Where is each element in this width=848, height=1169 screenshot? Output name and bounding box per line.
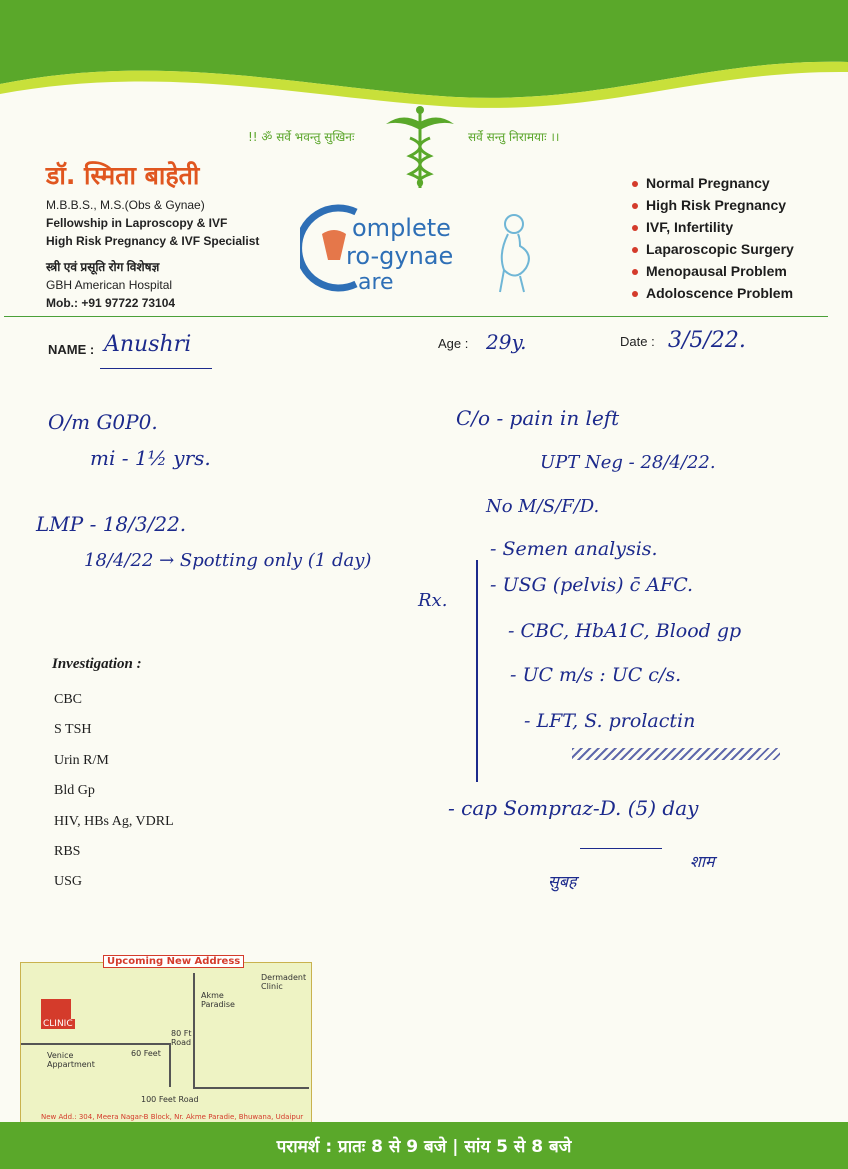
note-upt: UPT Neg - 28/4/22. xyxy=(540,452,716,473)
note-no: No M/S/F/D. xyxy=(486,496,600,517)
fellowship: Fellowship in Laproscopy & IVF xyxy=(46,216,228,230)
header-divider xyxy=(4,316,828,317)
logo-line1: omplete xyxy=(352,214,451,242)
age-value: 29y. xyxy=(486,330,527,354)
dose-line xyxy=(580,848,662,849)
map-dermadent: Dermadent Clinic xyxy=(261,973,307,991)
mantra-right: सर्वे सन्तु निरामयाः ।। xyxy=(468,130,560,144)
hospital: GBH American Hospital xyxy=(46,278,173,292)
rx-bracket-line xyxy=(476,560,478,782)
note-mi: mi - 1½ yrs. xyxy=(90,446,211,470)
investigation-item: Bld Gp xyxy=(54,783,95,799)
header-banner xyxy=(0,0,848,120)
map-road60: 60 Feet xyxy=(131,1049,161,1058)
investigation-item: CBC xyxy=(54,692,83,707)
logo-line3: are xyxy=(358,270,394,295)
rx-label: Rx. xyxy=(418,590,448,611)
services-list xyxy=(632,172,794,304)
road-60 xyxy=(21,1043,169,1045)
investigation-item: S TSH xyxy=(54,722,92,738)
clinic-logo xyxy=(300,200,540,300)
investigation-item: USG xyxy=(54,874,83,890)
investigation-item: RBS xyxy=(54,843,81,859)
clinic-marker xyxy=(41,999,71,1021)
map-road100: 100 Feet Road xyxy=(141,1095,199,1104)
hindi-specialty: स्त्री एवं प्रसूति रोग विशेषज्ञ xyxy=(46,260,160,274)
service-item: High Risk Pregnancy xyxy=(632,194,794,216)
note-night: शाम xyxy=(690,852,715,871)
note-spotting: 18/4/22 → Spotting only (1 day) xyxy=(84,550,372,571)
map-venice: Venice Appartment xyxy=(47,1051,95,1069)
road-100 xyxy=(193,1087,309,1089)
note-om: O/m G0P0. xyxy=(48,410,158,434)
road-80 xyxy=(169,1043,171,1087)
service-item: Laparoscopic Surgery xyxy=(632,238,794,260)
name-label: NAME : xyxy=(48,342,95,357)
doctor-name: डॉ. स्मिता बाहेती xyxy=(46,161,200,190)
mantra-left: !! ॐ सर्वे भवन्तु सुखिनः xyxy=(248,130,355,144)
pregnant-woman-icon xyxy=(490,210,540,294)
date-value: 3/5/22. xyxy=(668,328,746,353)
investigation-list xyxy=(54,690,174,903)
service-item: Menopausal Problem xyxy=(632,260,794,282)
service-item: Adoloscence Problem xyxy=(632,282,794,304)
map-road80: 80 Ft Road xyxy=(171,1029,192,1047)
map-address: New Add.: 304, Meera Nagar-B Block, Nr. Akme Paradie, Bhuwana, Udaipur xyxy=(41,1113,304,1121)
age-label: Age : xyxy=(438,336,469,351)
mobile-number: Mob.: +91 97722 73104 xyxy=(46,296,176,310)
rx-item: - CBC, HbA1C, Blood gp xyxy=(508,620,742,642)
specialist: High Risk Pregnancy & IVF Specialist xyxy=(46,234,260,248)
note-lmp: LMP - 18/3/22. xyxy=(36,512,187,536)
caduceus-icon xyxy=(382,104,458,190)
name-underline xyxy=(100,368,212,369)
map-title: Upcoming New Address xyxy=(103,955,244,968)
struck-out-text xyxy=(572,748,780,760)
service-item: IVF, Infertility xyxy=(632,216,794,238)
address-map xyxy=(20,956,312,1127)
map-akme: Akme Paradise xyxy=(201,991,235,1009)
note-morning: सुबह xyxy=(548,872,577,891)
rx-item: - UC m/s : UC c/s. xyxy=(510,664,682,686)
investigation-item: Urin R/M xyxy=(54,752,109,768)
rx-item: - Semen analysis. xyxy=(490,538,658,560)
note-co: C/o - pain in left xyxy=(456,406,620,430)
logo-line2: ro-gynae xyxy=(346,242,454,270)
note-cap: - cap Sompraz-D. (5) day xyxy=(448,796,699,820)
road-80-right xyxy=(193,973,195,1087)
date-label: Date : xyxy=(620,334,655,349)
investigation-title: Investigation : xyxy=(52,656,142,672)
rx-item: - USG (pelvis) c̄ AFC. xyxy=(490,574,694,596)
investigation-item: HIV, HBs Ag, VDRL xyxy=(54,813,174,829)
rx-item: - LFT, S. prolactin xyxy=(524,710,696,732)
map-clinic: CLINIC xyxy=(43,1019,73,1029)
footer-timings: परामर्श : प्रातः 8 से 9 बजे | सांय 5 से 8 बजे xyxy=(276,1137,572,1157)
service-item: Normal Pregnancy xyxy=(632,172,794,194)
name-value: Anushri xyxy=(104,332,192,357)
qualification: M.B.B.S., M.S.(Obs & Gynae) xyxy=(46,198,205,212)
